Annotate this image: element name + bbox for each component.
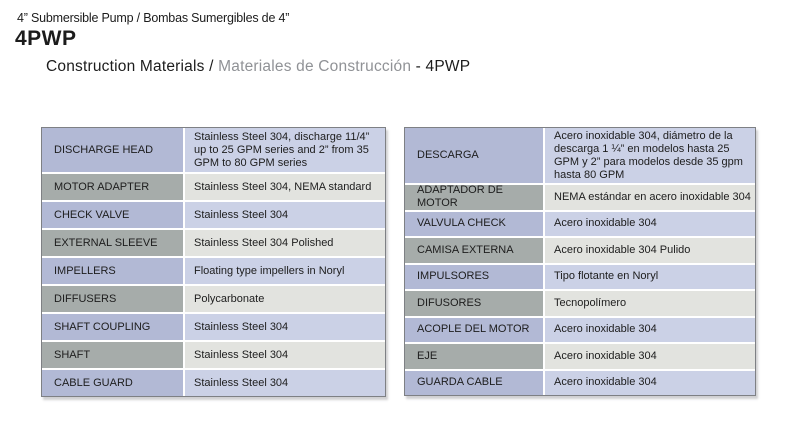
table-row: [42, 342, 385, 368]
material-name-cell: ACOPLE DEL MOTOR: [405, 318, 543, 343]
material-description-cell: NEMA estándar en acero inoxidable 304: [545, 185, 755, 210]
material-description-cell: Acero inoxidable 304: [545, 371, 755, 396]
table-row: [405, 371, 755, 396]
material-name-cell: IMPELLERS: [42, 258, 183, 284]
table-row: [42, 174, 385, 200]
table-row: [405, 185, 755, 210]
table-row: [42, 314, 385, 340]
material-name-cell: SHAFT COUPLING: [42, 314, 183, 340]
table-row: [42, 258, 385, 284]
table-row: [42, 128, 385, 172]
section-heading: [46, 58, 470, 76]
section-heading-primary: Construction Materials /: [46, 58, 214, 75]
material-description-cell: Stainless Steel 304, discharge 11/4” up to 25 GPM series and 2” from 35 GPM to 80 GPM series: [185, 128, 385, 172]
material-description-cell: Tecnopolímero: [545, 291, 755, 316]
material-name-cell: SHAFT: [42, 342, 183, 368]
material-description-cell: Acero inoxidable 304 Pulido: [545, 238, 755, 263]
material-description-cell: Acero inoxidable 304: [545, 212, 755, 237]
table-row: [42, 230, 385, 256]
material-name-cell: IMPULSORES: [405, 265, 543, 290]
table-row: [405, 318, 755, 343]
table-row: [405, 238, 755, 263]
material-description-cell: Stainless Steel 304: [185, 202, 385, 228]
material-name-cell: CAMISA EXTERNA: [405, 238, 543, 263]
section-heading-secondary: Materiales de Construcción: [218, 58, 412, 75]
table-row: [405, 265, 755, 290]
table-row: [42, 286, 385, 312]
table-row: [405, 291, 755, 316]
material-name-cell: ADAPTADOR DE MOTOR: [405, 185, 543, 210]
material-description-cell: Acero inoxidable 304: [545, 344, 755, 369]
material-name-cell: CABLE GUARD: [42, 370, 183, 396]
material-description-cell: Acero inoxidable 304, diámetro de la descarga 1 ¼” en modelos hasta 25 GPM y 2” para modelos desde 35 gpm hasta 80 GPM: [545, 128, 755, 183]
material-description-cell: Stainless Steel 304, NEMA standard: [185, 174, 385, 200]
material-name-cell: GUARDA CABLE: [405, 371, 543, 396]
pump-subtitle: 4” Submersible Pump / Bombas Sumergibles de 4”: [17, 11, 290, 25]
material-description-cell: Stainless Steel 304: [185, 314, 385, 340]
material-name-cell: DISCHARGE HEAD: [42, 128, 183, 172]
table-row: [42, 370, 385, 396]
table-row: [405, 344, 755, 369]
materiales-construccion-table-spanish: [404, 127, 756, 396]
construction-materials-table-english: [41, 127, 386, 397]
material-description-cell: Floating type impellers in Noryl: [185, 258, 385, 284]
material-name-cell: CHECK VALVE: [42, 202, 183, 228]
material-description-cell: Tipo flotante en Noryl: [545, 265, 755, 290]
table-row: [405, 128, 755, 183]
material-name-cell: VALVULA CHECK: [405, 212, 543, 237]
material-description-cell: Stainless Steel 304 Polished: [185, 230, 385, 256]
material-name-cell: EXTERNAL SLEEVE: [42, 230, 183, 256]
material-name-cell: MOTOR ADAPTER: [42, 174, 183, 200]
material-description-cell: Acero inoxidable 304: [545, 318, 755, 343]
section-heading-suffix: - 4PWP: [415, 58, 471, 75]
material-name-cell: DIFFUSERS: [42, 286, 183, 312]
material-description-cell: Polycarbonate: [185, 286, 385, 312]
material-name-cell: DESCARGA: [405, 128, 543, 183]
material-description-cell: Stainless Steel 304: [185, 342, 385, 368]
material-name-cell: DIFUSORES: [405, 291, 543, 316]
table-row: [42, 202, 385, 228]
material-description-cell: Stainless Steel 304: [185, 370, 385, 396]
material-name-cell: EJE: [405, 344, 543, 369]
table-row: [405, 212, 755, 237]
page-title: 4PWP: [15, 27, 77, 50]
